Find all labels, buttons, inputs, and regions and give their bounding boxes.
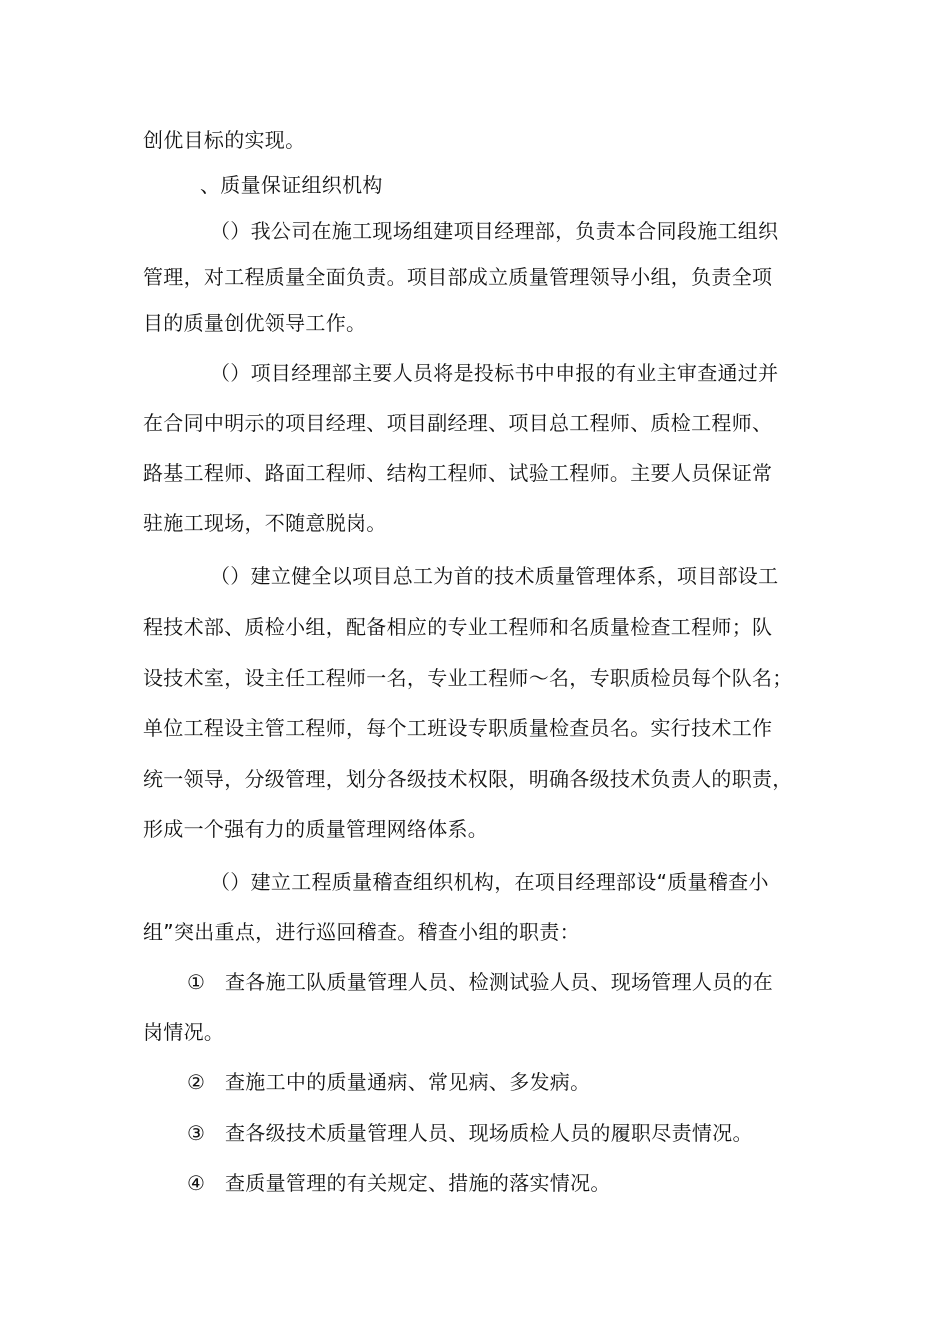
paragraph-3-line: 统一领导，分级管理，划分各级技术权限，明确各级技术负责人的职责， — [143, 767, 793, 791]
paragraph-2-line: （）项目经理部主要人员将是投标书中申报的有业主审查通过并 — [210, 361, 779, 385]
duty-item-3 — [187, 1119, 753, 1147]
duty-item-1 — [187, 968, 773, 996]
duty-text: 查施工中的质量通病、常见病、多发病。 — [225, 1070, 591, 1094]
paragraph-1-line: 管理，对工程质量全面负责。项目部成立质量管理领导小组，负责全项 — [143, 265, 773, 289]
duty-marker: ③ — [187, 1121, 206, 1145]
duty-text: 查各施工队质量管理人员、检测试验人员、现场管理人员的在 — [225, 970, 774, 994]
paragraph-3-line: （）建立健全以项目总工为首的技术质量管理体系，项目部设工 — [210, 564, 779, 588]
paragraph-continuation: 创优目标的实现。 — [143, 128, 306, 152]
duty-text: 查质量管理的有关规定、措施的落实情况。 — [225, 1171, 611, 1195]
paragraph-4-line: 组”突出重点，进行巡回稽查。稽查小组的职责： — [143, 920, 580, 944]
paragraph-1-line: 目的质量创优领导工作。 — [143, 311, 367, 335]
paragraph-4-line: （）建立工程质量稽查组织机构，在项目经理部设“质量稽查小 — [210, 870, 769, 894]
duty-item-1-continuation: 岗情况。 — [143, 1020, 225, 1044]
duty-marker: ② — [187, 1070, 206, 1094]
paragraph-3-line: 单位工程设主管工程师，每个工班设专职质量检查员名。实行技术工作 — [143, 716, 773, 740]
paragraph-2-line: 路基工程师、路面工程师、结构工程师、试验工程师。主要人员保证常 — [143, 461, 773, 485]
duty-item-4 — [187, 1169, 611, 1197]
paragraph-3-line: 设技术室，设主任工程师一名，专业工程师～名，专职质检员每个队名； — [143, 666, 793, 690]
paragraph-3-line: 程技术部、质检小组，配备相应的专业工程师和名质量检查工程师；队 — [143, 615, 773, 639]
paragraph-2-line: 在合同中明示的项目经理、项目副经理、项目总工程师、质检工程师、 — [143, 411, 773, 435]
duty-item-2 — [187, 1068, 590, 1096]
paragraph-2-line: 驻施工现场，不随意脱岗。 — [143, 511, 387, 535]
duty-text: 查各级技术质量管理人员、现场质检人员的履职尽责情况。 — [225, 1121, 753, 1145]
paragraph-1-line: （）我公司在施工现场组建项目经理部，负责本合同段施工组织 — [210, 219, 779, 243]
duty-marker: ④ — [187, 1171, 206, 1195]
paragraph-3-line: 形成一个强有力的质量管理网络体系。 — [143, 817, 489, 841]
section-heading: 、质量保证组织机构 — [200, 173, 383, 197]
duty-marker: ① — [187, 970, 206, 994]
